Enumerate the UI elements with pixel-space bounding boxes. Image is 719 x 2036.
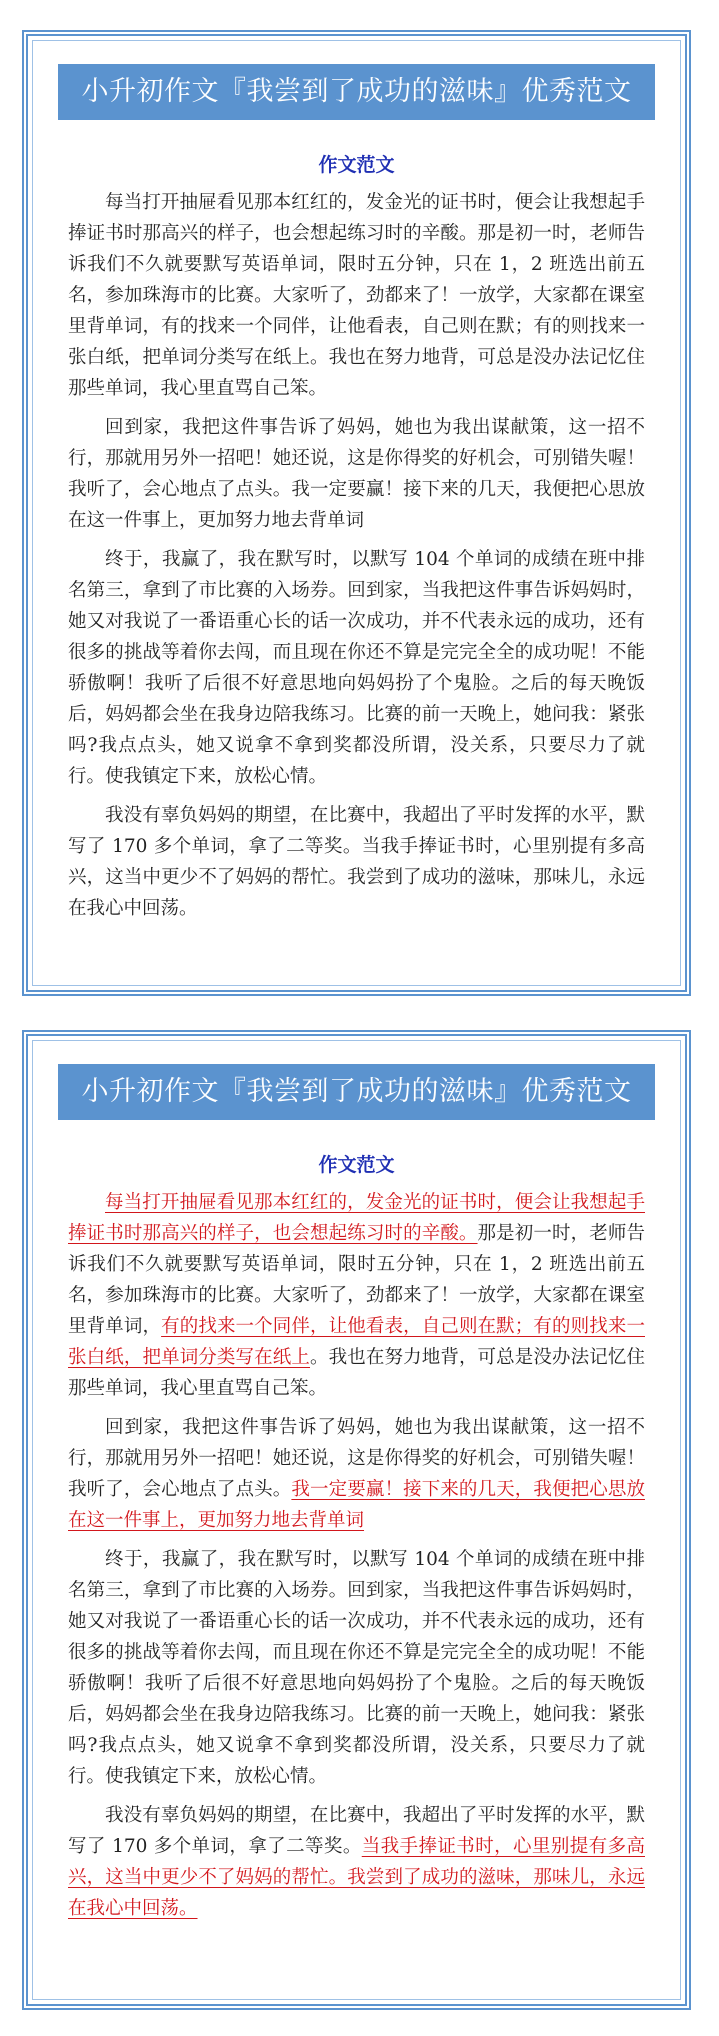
essay-paragraph (68, 800, 645, 924)
highlighted-sentence: 有的找来一个同伴，让他看表，自己则在默；有的则找来一张白纸，把单词分类写在纸上 (68, 1316, 645, 1368)
essay-paragraph (68, 544, 645, 792)
essay-card-annotated (22, 1030, 691, 2010)
sentence-text: 。我也在努力地背，可总是没办法记忆住那些单词，我心里直骂自己笨。 (68, 1347, 645, 1399)
essay-paragraph (68, 1412, 645, 1536)
essay-paragraph (68, 1544, 645, 1792)
essay-paragraph (68, 412, 645, 536)
essay-card-plain (22, 30, 691, 996)
sentence-text: 我没有辜负妈妈的期望，在比赛中，我超出了平时发挥的水平，默写了 170 多个单词，拿了二等奖。当我手捧证书时，心里别提有多高兴，这当中更少不了妈妈的帮忙。我尝到了成功的滋味，那味儿，永远在我心中回荡。 (68, 805, 645, 919)
sentence-text: 回到家，我把这件事告诉了妈妈，她也为我出谋献策，这一招不行，那就用另外一招吧！她还说，这是你得奖的好机会，可别错失喔！我听了，会心地点了点头。我一定要赢！接下来的几天，我便把心思放在这一件事上，更加努力地去背单词 (68, 417, 645, 531)
essay-paragraph (68, 1800, 645, 1924)
essay-title-banner: 小升初作文『我尝到了成功的滋味』优秀范文 (58, 64, 655, 120)
essay-paragraph (68, 1187, 645, 1404)
essay-subtitle: 作文范文 (318, 1154, 395, 1176)
sentence-text: 终于，我赢了，我在默写时，以默写 104 个单词的成绩在班中排名第三，拿到了市比赛的入场券。回到家，当我把这件事告诉妈妈时，她又对我说了一番语重心长的话一次成功，并不代表永远的成功，还有很多的挑战等着你去闯，而且现在你还不算是完完全全的成功呢！不能骄傲啊！我听了后很不好意思地向妈妈扮了个鬼脸。之后的每天晚饭后，妈妈都会坐在我身边陪我练习。比赛的前一天晚上，她问我：紧张吗?我点点头，她又说拿不拿到奖都没所谓，没关系，只要尽力了就行。使我镇定下来，放松心情。 (68, 1549, 645, 1787)
essay-body (52, 1187, 661, 1924)
highlighted-sentence: 我一定要赢！接下来的几天，我便把心思放在这一件事上，更加努力地去背单词 (68, 1479, 645, 1531)
sentence-text: 每当打开抽屉看见那本红红的，发金光的证书时，便会让我想起手捧证书时那高兴的样子，也会想起练习时的辛酸。那是初一时，老师告诉我们不久就要默写英语单词，限时五分钟，只在 1，2 班选出前五名，参加珠海市的比赛。大家听了，劲都来了！一放学，大家都在课室里背单词，有的找来一个同伴，让他看表，自己则在默；有的则找来一张白纸，把单词分类写在纸上。我也在努力地背，可总是没办法记忆住那些单词，我心里直骂自己笨。 (68, 192, 645, 399)
highlighted-sentence: 当我手捧证书时，心里别提有多高兴，这当中更少不了妈妈的帮忙。我尝到了成功的滋味，那味儿，永远在我心中回荡。 (68, 1836, 645, 1919)
essay-paragraph (68, 187, 645, 404)
sentence-text: 终于，我赢了，我在默写时，以默写 104 个单词的成绩在班中排名第三，拿到了市比赛的入场券。回到家，当我把这件事告诉妈妈时，她又对我说了一番语重心长的话一次成功，并不代表永远的成功，还有很多的挑战等着你去闯，而且现在你还不算是完完全全的成功呢！不能骄傲啊！我听了后很不好意思地向妈妈扮了个鬼脸。之后的每天晚饭后，妈妈都会坐在我身边陪我练习。比赛的前一天晚上，她问我：紧张吗?我点点头，她又说拿不拿到奖都没所谓，没关系，只要尽力了就行。使我镇定下来，放松心情。 (68, 549, 645, 787)
sentence-text: 我没有辜负妈妈的期望，在比赛中，我超出了平时发挥的水平，默写了 170 多个单词，拿了二等奖。 (68, 1805, 645, 1857)
essay-body (52, 187, 661, 924)
sentence-text: 回到家，我把这件事告诉了妈妈，她也为我出谋献策，这一招不行，那就用另外一招吧！她还说，这是你得奖的好机会，可别错失喔！我听了，会心地点了点头。 (68, 1417, 645, 1500)
highlighted-sentence: 每当打开抽屉看见那本红红的，发金光的证书时，便会让我想起手捧证书时那高兴的样子，也会想起练习时的辛酸。 (68, 1192, 645, 1244)
essay-subtitle: 作文范文 (318, 154, 395, 176)
essay-title-banner: 小升初作文『我尝到了成功的滋味』优秀范文 (58, 1064, 655, 1120)
sentence-text: 那是初一时，老师告诉我们不久就要默写英语单词，限时五分钟，只在 1，2 班选出前五名，参加珠海市的比赛。大家听了，劲都来了！一放学，大家都在课室里背单词， (68, 1223, 645, 1337)
